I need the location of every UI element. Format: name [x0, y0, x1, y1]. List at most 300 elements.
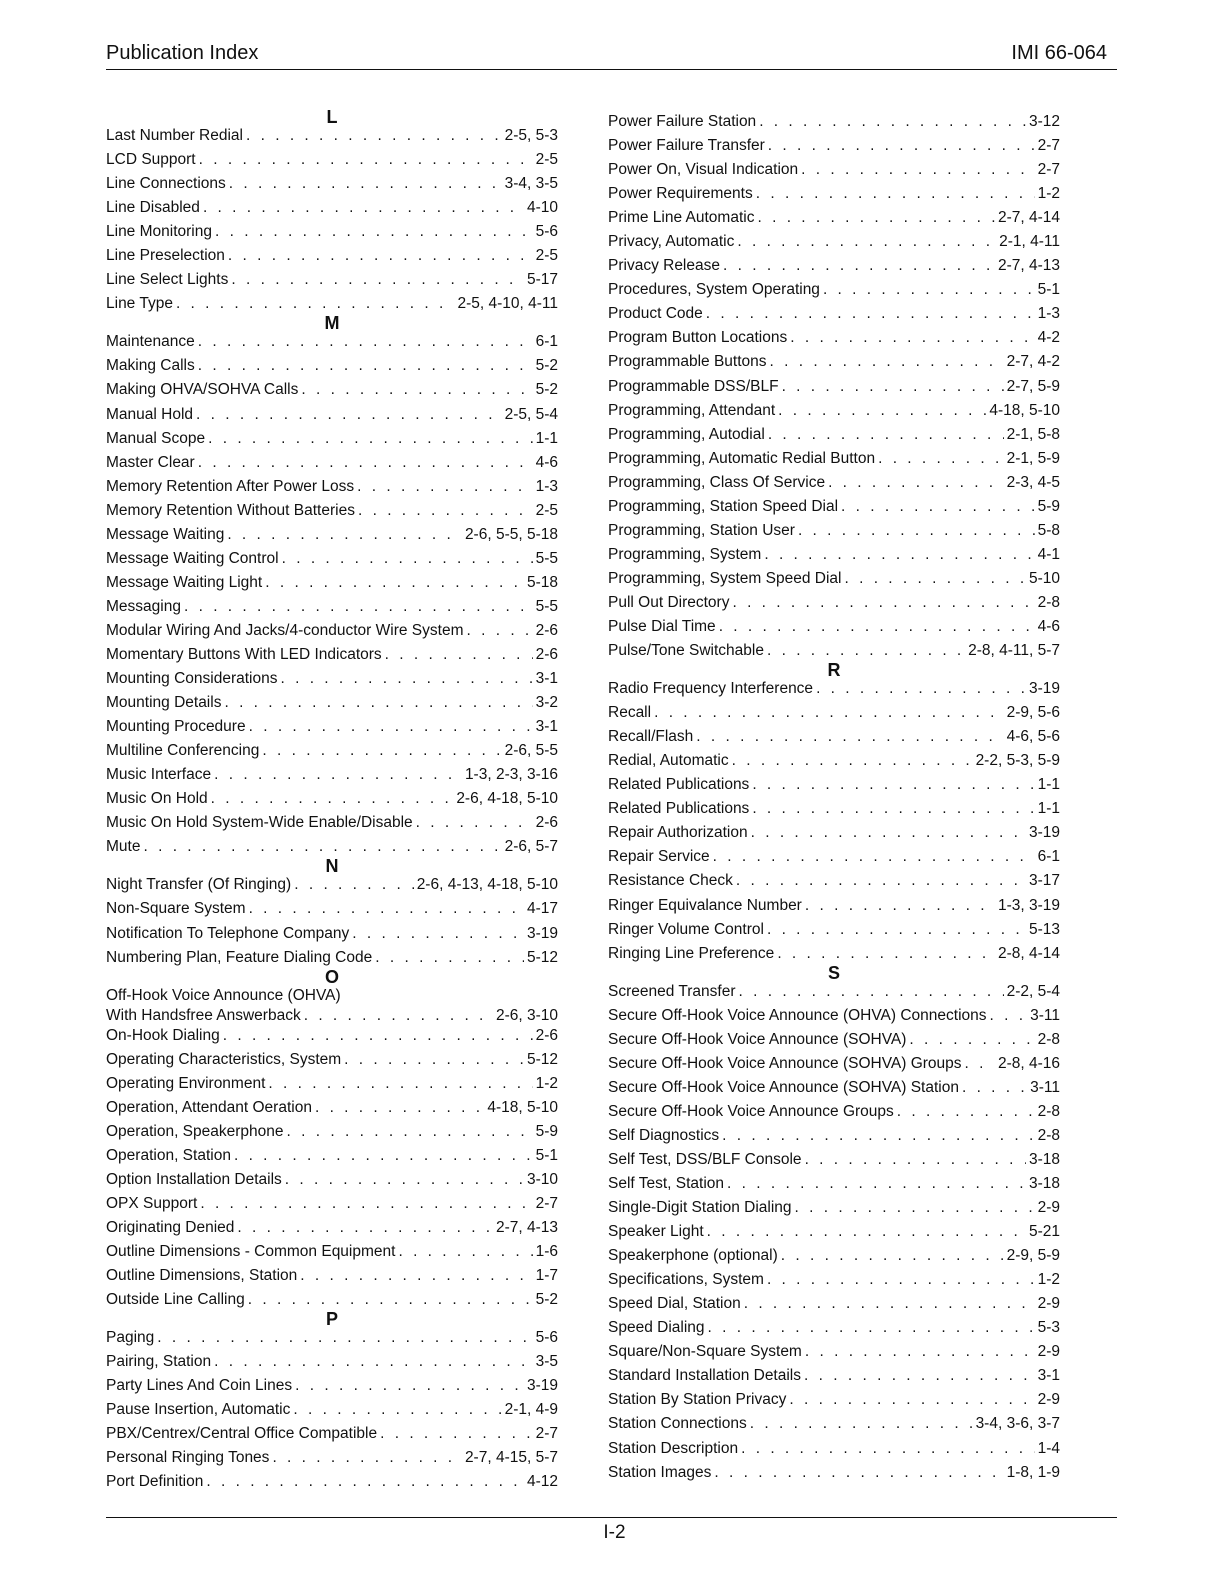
index-entry-term: Music On Hold System-Wide Enable/Disable	[106, 814, 413, 832]
index-entry	[608, 1052, 1060, 1076]
index-entry	[106, 268, 558, 292]
index-entry	[608, 918, 1060, 942]
dot-leader	[227, 523, 462, 547]
index-entry-pages: 4-6, 5-6	[1006, 728, 1060, 746]
index-entry-term: Ringer Equivalance Number	[608, 896, 802, 914]
index-entry-pages: 5-12	[526, 948, 558, 966]
dot-leader	[196, 403, 502, 427]
index-entry-term: Ringing Line Preference	[608, 944, 775, 962]
dot-leader	[805, 1148, 1026, 1172]
index-entry-term: Privacy, Automatic	[608, 233, 735, 251]
index-entry-pages: 3-5	[535, 1353, 558, 1371]
index-entry-pages: 2-6, 4-18, 5-10	[456, 790, 558, 808]
index-entry	[608, 375, 1060, 399]
index-entry	[106, 619, 558, 643]
index-entry-term: Speakerphone (optional)	[608, 1247, 778, 1265]
index-entry-term: Operation, Speakerphone	[106, 1122, 284, 1140]
index-entry-term: Master Clear	[106, 453, 195, 471]
index-entry-term: Privacy Release	[608, 257, 720, 275]
index-entry	[608, 1412, 1060, 1436]
index-entry-term: Pause Insertion, Automatic	[106, 1401, 291, 1419]
dot-leader	[176, 292, 455, 316]
index-entry	[106, 1350, 558, 1374]
dot-leader	[206, 1470, 524, 1494]
dot-leader	[736, 869, 1026, 893]
index-entry-pages: 1-6	[535, 1243, 558, 1261]
dot-leader	[878, 447, 1004, 471]
index-entry-pages: 5-5	[535, 597, 558, 615]
index-entry	[106, 739, 558, 763]
dot-leader	[767, 1268, 1035, 1292]
index-entry-term: Programming, Automatic Redial Button	[608, 449, 876, 467]
index-entry-pages: 1-1	[1037, 800, 1060, 818]
index-entry-pages: 2-8	[1037, 1030, 1060, 1048]
dot-leader	[816, 677, 1026, 701]
index-entry-pages: 2-5, 5-4	[504, 405, 558, 423]
index-entry-term: Line Type	[106, 295, 173, 313]
dot-leader	[295, 1374, 524, 1398]
section-letter-heading: L	[326, 107, 338, 127]
index-entry-pages: 1-3	[535, 477, 558, 495]
index-entry-pages: 1-3	[1037, 305, 1060, 323]
index-entry-pages: 3-19	[526, 1377, 558, 1395]
index-entry-pages: 2-8, 4-14	[997, 944, 1060, 962]
index-entry	[106, 427, 558, 451]
index-entry-term: Programming, Autodial	[608, 425, 765, 443]
index-entry-term: PBX/Centrex/Central Office Compatible	[106, 1425, 378, 1443]
dot-leader	[416, 811, 533, 835]
index-entry-term: Self Diagnostics	[608, 1126, 720, 1144]
index-entry-term: Programming, System	[608, 545, 762, 563]
index-entry-term: Resistance Check	[608, 872, 733, 890]
dot-leader	[750, 1412, 973, 1436]
index-entry	[106, 811, 558, 835]
index-entry-term: Standard Installation Details	[608, 1367, 802, 1385]
index-entry	[608, 567, 1060, 591]
index-entry-pages: 2-7	[1037, 137, 1060, 155]
index-entry-pages: 5-1	[535, 1146, 558, 1164]
dot-leader	[287, 1120, 533, 1144]
index-entry-term: Station Images	[608, 1463, 712, 1481]
index-entry-term: Numbering Plan, Feature Dialing Code	[106, 948, 373, 966]
index-entry-pages: 2-6	[535, 814, 558, 832]
index-entry-term: Option Installation Details	[106, 1170, 282, 1188]
dot-leader	[844, 567, 1026, 591]
index-entry	[106, 354, 558, 378]
dot-leader	[804, 1364, 1035, 1388]
index-entry	[106, 220, 558, 244]
index-entry	[106, 475, 558, 499]
index-entry-term: Speed Dial, Station	[608, 1295, 741, 1313]
dot-leader	[795, 1196, 1035, 1220]
index-entry-term: Music Interface	[106, 766, 212, 784]
page-header-doc-id: IMI 66-064	[1011, 42, 1107, 64]
index-entry-term: With Handsfree Answerback	[106, 1006, 301, 1024]
index-entry	[608, 1437, 1060, 1461]
index-entry-term: Mounting Considerations	[106, 670, 278, 688]
dot-leader	[828, 471, 1004, 495]
index-entry-pages: 3-11	[1030, 1078, 1060, 1096]
dot-leader	[229, 172, 502, 196]
index-entry	[608, 773, 1060, 797]
index-entry-pages: 2-6	[535, 1026, 558, 1044]
index-entry-pages: 2-7	[535, 1425, 558, 1443]
index-entry-term: Pull Out Directory	[608, 593, 730, 611]
dot-leader	[294, 873, 413, 897]
dot-leader	[358, 499, 533, 523]
dot-leader	[965, 1052, 995, 1076]
index-entry-term: Outline Dimensions - Common Equipment	[106, 1243, 396, 1261]
dot-leader	[757, 206, 994, 230]
index-entry-term: Power Failure Transfer	[608, 137, 765, 155]
index-entry-pages: 3-10	[526, 1170, 558, 1188]
dot-leader	[246, 124, 502, 148]
index-entry-pages: 3-18	[1028, 1175, 1060, 1193]
dot-leader	[143, 835, 501, 859]
index-entry	[608, 519, 1060, 543]
index-entry-term: Redial, Automatic	[608, 752, 729, 770]
dot-leader	[380, 1422, 533, 1446]
section-letter-heading: S	[827, 962, 840, 983]
index-entry-pages: 2-7	[535, 1194, 558, 1212]
dot-leader	[732, 591, 1034, 615]
index-entry-term: Making OHVA/SOHVA Calls	[106, 381, 299, 399]
index-entry	[608, 423, 1060, 447]
dot-leader	[744, 1292, 1035, 1316]
index-entry	[106, 1240, 558, 1264]
index-entry-pages: 4-6	[1037, 617, 1060, 635]
index-entry-pages: 3-11	[1030, 1006, 1060, 1024]
dot-leader	[268, 1072, 532, 1096]
index-entry-term: Personal Ringing Tones	[106, 1449, 270, 1467]
index-entry-term: Prime Line Automatic	[608, 209, 755, 227]
dot-leader	[823, 278, 1035, 302]
index-entry-pages: 1-3, 2-3, 3-16	[464, 766, 558, 784]
index-entry-pages: 3-1	[535, 670, 558, 688]
index-entry	[608, 326, 1060, 350]
index-entry-pages: 3-1	[1037, 1367, 1060, 1385]
index-entry	[106, 1168, 558, 1192]
index-entry-term: Procedures, System Operating	[608, 281, 820, 299]
index-entry	[608, 1220, 1060, 1244]
index-entry-pages: 5-5	[535, 549, 558, 567]
index-entry	[608, 1292, 1060, 1316]
index-entry-term: Pairing, Station	[106, 1353, 212, 1371]
index-entry-term: Memory Retention Without Batteries	[106, 501, 355, 519]
dot-leader	[231, 268, 524, 292]
header-rule	[106, 69, 1117, 70]
index-entry-pages: 2-7, 5-9	[1006, 377, 1060, 395]
index-entry-term: Programmable DSS/BLF	[608, 377, 779, 395]
index-entry-term: Momentary Buttons With LED Indicators	[106, 645, 382, 663]
index-entry-term: Programmable Buttons	[608, 353, 767, 371]
index-entry-pages: 1-1	[1037, 776, 1060, 794]
dot-leader	[790, 326, 1034, 350]
index-entry-pages: 2-8	[1037, 1126, 1060, 1144]
index-entry-term: Recall/Flash	[608, 728, 694, 746]
dot-leader	[723, 254, 995, 278]
dot-leader	[722, 1124, 1034, 1148]
index-entry	[608, 869, 1060, 893]
dot-leader	[805, 1340, 1035, 1364]
index-column-right	[608, 110, 1060, 1485]
index-entry-pages: 6-1	[535, 333, 558, 351]
index-entry-term: Repair Service	[608, 848, 710, 866]
index-entry-pages: 1-3, 3-19	[997, 896, 1060, 914]
index-entry-term: Multiline Conferencing	[106, 742, 260, 760]
index-entry-pages: 2-8, 4-11, 5-7	[968, 642, 1060, 660]
index-entry-pages: 5-6	[535, 1329, 558, 1347]
dot-leader	[789, 1388, 1034, 1412]
index-entry-term: Message Waiting Light	[106, 573, 263, 591]
dot-leader	[208, 427, 533, 451]
index-entry	[106, 196, 558, 220]
index-entry-term: Station Connections	[608, 1415, 747, 1433]
index-entry-pages: 2-6, 4-13, 4-18, 5-10	[416, 876, 558, 894]
index-entry-term: Power Requirements	[608, 185, 753, 203]
dot-leader	[357, 475, 532, 499]
index-entry	[608, 591, 1060, 615]
index-entry	[106, 1470, 558, 1494]
index-entry	[106, 984, 558, 1008]
index-entry	[608, 701, 1060, 725]
index-entry-term: Speaker Light	[608, 1223, 704, 1241]
index-entry-pages: 5-9	[535, 1122, 558, 1140]
dot-leader	[751, 821, 1026, 845]
index-entry	[106, 1120, 558, 1144]
index-entry-term: Secure Off-Hook Voice Announce (SOHVA)	[608, 1030, 907, 1048]
dot-leader	[285, 1168, 524, 1192]
index-entry	[106, 643, 558, 667]
dot-leader	[805, 894, 995, 918]
dot-leader	[352, 922, 524, 946]
index-entry-term: Programming, Attendant	[608, 401, 776, 419]
dot-leader	[300, 1264, 532, 1288]
index-entry-term: Party Lines And Coin Lines	[106, 1377, 293, 1395]
index-entry-term: Secure Off-Hook Voice Announce (SOHVA) Groups	[608, 1054, 962, 1072]
index-entry	[106, 1008, 558, 1024]
footer-rule	[106, 1517, 1117, 1518]
index-entry-term: Line Monitoring	[106, 223, 212, 241]
index-entry-term: Line Connections	[106, 175, 226, 193]
index-entry	[106, 897, 558, 921]
index-entry-term: Recall	[608, 704, 652, 722]
index-entry-term: Screened Transfer	[608, 982, 736, 1000]
index-entry-pages: 3-2	[535, 694, 558, 712]
index-entry-term: Operation, Station	[106, 1146, 231, 1164]
index-entry-pages: 4-12	[526, 1473, 558, 1491]
index-entry	[608, 894, 1060, 918]
index-entry-term: Mute	[106, 838, 141, 856]
index-entry-pages: 2-1, 5-8	[1006, 425, 1060, 443]
dot-leader	[714, 1461, 1003, 1485]
index-entry	[608, 1124, 1060, 1148]
index-entry	[608, 845, 1060, 869]
dot-leader	[237, 1216, 493, 1240]
dot-leader	[203, 196, 524, 220]
index-entry-term: Ringer Volume Control	[608, 920, 764, 938]
index-entry-term: Radio Frequency Interference	[608, 680, 814, 698]
index-entry-pages: 2-1, 4-9	[504, 1401, 558, 1419]
index-entry	[106, 1024, 558, 1048]
index-entry-pages: 3-19	[526, 924, 558, 942]
index-entry	[106, 922, 558, 946]
section-letter-heading: O	[324, 966, 339, 987]
index-entry-term: Message Waiting Control	[106, 549, 279, 567]
index-entry-pages: 1-7	[535, 1267, 558, 1285]
dot-leader	[770, 350, 1004, 374]
index-entry-term: Line Select Lights	[106, 271, 229, 289]
index-entry-term: Paging	[106, 1329, 155, 1347]
index-entry-term: Operating Characteristics, System	[106, 1050, 342, 1068]
index-entry	[608, 182, 1060, 206]
index-entry-term: Outside Line Calling	[106, 1291, 245, 1309]
index-entry-term: Pulse Dial Time	[608, 617, 716, 635]
index-entry-pages: 1-8, 1-9	[1006, 1463, 1060, 1481]
dot-leader	[759, 110, 1026, 134]
dot-leader	[265, 571, 524, 595]
index-entry	[608, 134, 1060, 158]
index-entry	[608, 1100, 1060, 1124]
index-entry	[106, 330, 558, 354]
index-entry-term: Manual Hold	[106, 405, 194, 423]
dot-leader	[897, 1100, 1035, 1124]
index-entry-term: Modular Wiring And Jacks/4-conductor Wire System	[106, 621, 464, 639]
page-number: I-2	[603, 1522, 626, 1543]
index-entry	[106, 715, 558, 739]
index-entry-pages: 2-3, 4-5	[1006, 473, 1060, 491]
index-entry	[608, 447, 1060, 471]
index-entry-term: Programming, Station User	[608, 521, 795, 539]
index-entry-pages: 5-13	[1028, 920, 1060, 938]
dot-leader	[696, 725, 1003, 749]
dot-leader	[304, 1008, 493, 1024]
index-entry-pages: 2-9, 5-9	[1006, 1247, 1060, 1265]
dot-leader	[737, 230, 996, 254]
index-entry	[608, 1316, 1060, 1340]
index-entry	[608, 1148, 1060, 1172]
dot-leader	[272, 1446, 462, 1470]
dot-leader	[375, 946, 524, 970]
index-entry-pages: 3-19	[1028, 824, 1060, 842]
index-entry	[106, 667, 558, 691]
section-letter-heading: M	[324, 313, 340, 334]
dot-leader	[248, 1288, 533, 1312]
dot-leader	[200, 1192, 532, 1216]
index-entry-pages: 4-10	[526, 199, 558, 217]
dot-leader	[249, 897, 524, 921]
dot-leader	[234, 1144, 533, 1168]
index-entry-pages: 2-2, 5-4	[1006, 982, 1060, 1000]
index-entry	[608, 1244, 1060, 1268]
dot-leader	[228, 244, 533, 268]
index-entry-term: Square/Non-Square System	[608, 1343, 802, 1361]
index-entry-pages: 5-18	[526, 573, 558, 591]
index-entry-pages: 4-17	[526, 900, 558, 918]
index-entry-term: Outline Dimensions, Station	[106, 1267, 298, 1285]
dot-leader	[756, 182, 1035, 206]
index-entry	[608, 471, 1060, 495]
index-entry-pages: 3-19	[1028, 680, 1060, 698]
dot-leader	[778, 399, 986, 423]
dot-leader	[224, 691, 532, 715]
index-entry-term: Programming, Station Speed Dial	[608, 497, 839, 515]
dot-leader	[398, 1240, 532, 1264]
section-letter-heading: N	[325, 856, 339, 877]
index-entry	[106, 787, 558, 811]
index-entry-term: On-Hook Dialing	[106, 1026, 220, 1044]
dot-leader	[732, 749, 973, 773]
index-entry	[608, 797, 1060, 821]
index-entry-term: Manual Scope	[106, 429, 206, 447]
index-entry-pages: 2-7	[1037, 161, 1060, 179]
index-entry-pages: 2-5	[535, 151, 558, 169]
index-entry-term: Line Preselection	[106, 247, 225, 265]
index-entry-pages: 2-9, 5-6	[1006, 704, 1060, 722]
index-entry-term: Self Test, DSS/BLF Console	[608, 1150, 802, 1168]
index-entry-pages: 4-18, 5-10	[989, 401, 1060, 419]
index-entry-pages: 3-18	[1028, 1150, 1060, 1168]
dot-leader	[708, 1316, 1035, 1340]
dot-leader	[741, 1437, 1035, 1461]
section-letter-heading: P	[325, 1309, 338, 1330]
dot-leader	[223, 1024, 533, 1048]
index-entry	[106, 1264, 558, 1288]
index-entry-pages: 5-12	[526, 1050, 558, 1068]
index-entry	[608, 302, 1060, 326]
index-entry	[106, 1398, 558, 1422]
index-entry	[608, 254, 1060, 278]
index-entry-pages: 2-9	[1037, 1295, 1060, 1313]
dot-leader	[752, 773, 1034, 797]
index-entry	[608, 543, 1060, 567]
index-entry	[106, 1192, 558, 1216]
index-entry-pages: 2-7, 4-2	[1006, 353, 1060, 371]
dot-leader	[752, 797, 1034, 821]
index-entry	[106, 595, 558, 619]
dot-leader	[990, 1004, 1028, 1028]
index-entry	[106, 946, 558, 970]
index-entry-term: LCD Support	[106, 151, 196, 169]
index-entry-term: Last Number Redial	[106, 127, 243, 144]
index-entry-term: Mounting Procedure	[106, 718, 246, 736]
index-entry	[608, 230, 1060, 254]
index-entry-term: Message Waiting	[106, 525, 225, 543]
index-entry-pages: 5-8	[1037, 521, 1060, 539]
index-entry	[608, 1196, 1060, 1220]
index-entry-pages: 2-6, 3-10	[495, 1006, 558, 1024]
index-entry-pages: 5-2	[535, 357, 558, 375]
dot-leader	[764, 543, 1034, 567]
index-entry-pages: 2-5	[535, 247, 558, 265]
dot-leader	[719, 615, 1035, 639]
index-entry-term: Port Definition	[106, 1473, 204, 1491]
index-entry-term: OPX Support	[106, 1194, 198, 1212]
index-entry-pages: 2-5	[535, 501, 558, 519]
index-entry-pages: 6-1	[1037, 848, 1060, 866]
index-entry	[608, 206, 1060, 230]
index-entry-pages: 2-7, 4-13	[997, 257, 1060, 275]
index-entry-term: Product Code	[608, 305, 703, 323]
index-entry-term: Operating Environment	[106, 1074, 266, 1092]
index-entry-pages: 2-6, 5-5, 5-18	[464, 525, 558, 543]
index-entry-term: Music On Hold	[106, 790, 208, 808]
index-entry	[106, 691, 558, 715]
index-entry-pages: 5-2	[535, 1291, 558, 1309]
index-entry-pages: 3-4, 3-5	[504, 175, 558, 193]
dot-leader	[706, 302, 1035, 326]
dot-leader	[199, 148, 533, 172]
